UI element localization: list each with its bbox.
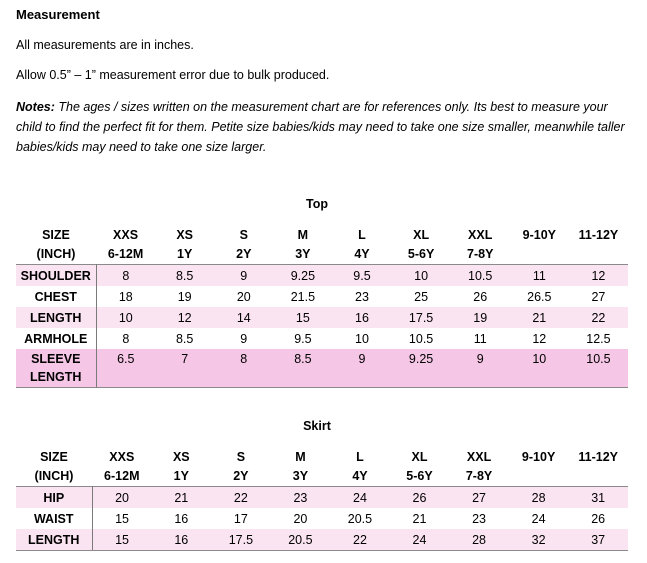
age-header: 1Y: [173, 469, 189, 483]
top-table-title: Top: [306, 197, 328, 211]
size-header: 9-10Y: [521, 450, 556, 464]
row-label: LENGTH: [16, 307, 96, 328]
table-cell: 9.5: [332, 265, 391, 287]
table-cell: 9.25: [273, 265, 332, 287]
page-heading: Measurement: [16, 7, 100, 22]
size-header: XXS: [109, 450, 135, 464]
table-cell: 21.5: [290, 289, 316, 304]
size-header: XXL: [468, 228, 493, 242]
table-cell: 26: [473, 289, 488, 304]
top-measurement-table: [16, 226, 628, 388]
skirt-table-title: Skirt: [303, 419, 331, 433]
table-cell: 19: [451, 307, 510, 328]
table-cell: 8: [96, 265, 155, 287]
table-cell: 10: [355, 331, 369, 346]
header-row-sizes: [16, 448, 628, 467]
table-cell: 22: [569, 307, 628, 328]
table-cell: 20.5: [271, 529, 331, 551]
row-label: SHOULDER: [16, 265, 96, 287]
size-header: M: [295, 450, 306, 464]
table-cell: 11: [510, 265, 569, 287]
table-cell: 12: [155, 307, 214, 328]
age-header: 5-6Y: [406, 469, 433, 483]
table-cell: 18: [118, 289, 133, 304]
size-label: SIZE: [40, 450, 68, 464]
table-cell: 20: [293, 511, 308, 526]
table-cell: 10: [510, 349, 569, 388]
age-header: 4Y: [352, 469, 368, 483]
table-cell: 12: [532, 331, 547, 346]
table-row: [16, 349, 628, 388]
table-cell: 15: [273, 307, 332, 328]
table-cell: 9: [451, 349, 510, 388]
table-cell: 21: [412, 511, 427, 526]
size-header: XL: [413, 228, 430, 242]
age-header: [509, 467, 569, 487]
table-cell: 23: [355, 289, 369, 304]
table-cell: 26: [390, 487, 450, 509]
age-header: 1Y: [177, 247, 193, 261]
header-row-ages: [16, 245, 628, 265]
table-cell: 8.5: [175, 331, 194, 346]
table-cell: 25: [414, 289, 429, 304]
table-cell: 9.25: [392, 349, 451, 388]
age-header: [568, 467, 628, 487]
table-cell: 10.5: [451, 265, 510, 287]
size-label: SIZE: [42, 228, 70, 242]
table-cell: 20: [92, 487, 152, 509]
table-cell: 9: [240, 331, 248, 346]
size-header: XXS: [113, 228, 139, 242]
table-cell: 20.5: [347, 511, 373, 526]
table-cell: 14: [214, 307, 273, 328]
table-row: [16, 508, 628, 529]
measurement-error-note: Allow 0.5” – 1” measurement error due to bulk produced.: [16, 68, 330, 82]
table-cell: 26.5: [527, 289, 552, 304]
table-cell: 24: [531, 511, 546, 526]
table-row: [16, 265, 628, 287]
table-cell: 32: [509, 529, 569, 551]
table-cell: 21: [152, 487, 212, 509]
table-cell: 6.5: [96, 349, 155, 388]
table-cell: 10.5: [569, 349, 628, 388]
age-header: 3Y: [292, 469, 309, 483]
size-header: XL: [411, 450, 428, 464]
table-cell: 15: [92, 529, 152, 551]
table-cell: 16: [152, 529, 212, 551]
row-label: ARMHOLE: [16, 328, 96, 349]
age-header: 4Y: [354, 247, 370, 261]
table-row: [16, 328, 628, 349]
size-header: S: [239, 228, 248, 242]
table-cell: 22: [330, 529, 390, 551]
table-cell: 17.5: [392, 307, 451, 328]
table-row: [16, 307, 628, 328]
row-label: CHEST: [16, 286, 96, 307]
table-cell: 26: [591, 511, 606, 526]
size-header: 11-12Y: [578, 228, 619, 242]
age-header: 2Y: [236, 247, 252, 261]
table-cell: 28: [509, 487, 569, 509]
measurement-unit-note: All measurements are in inches.: [16, 38, 194, 52]
table-cell: 24: [330, 487, 390, 509]
table-cell: 27: [449, 487, 509, 509]
age-header: 6-12M: [107, 247, 144, 261]
inch-label: (INCH): [34, 469, 74, 483]
age-header: [569, 245, 628, 265]
table-cell: 9: [214, 265, 273, 287]
age-header: [510, 245, 569, 265]
table-cell: 9.5: [294, 331, 312, 346]
age-header: 5-6Y: [407, 247, 435, 261]
table-cell: 12.5: [586, 331, 611, 346]
age-header: 3Y: [295, 247, 311, 261]
table-cell: 31: [568, 487, 628, 509]
row-label-line1: SLEEVE: [31, 352, 81, 366]
size-header: L: [358, 228, 366, 242]
row-label: HIP: [16, 487, 92, 509]
table-cell: 17.5: [211, 529, 271, 551]
table-cell: 11: [473, 331, 487, 346]
table-cell: 23: [472, 511, 486, 526]
size-header: L: [356, 450, 364, 464]
table-cell: 28: [449, 529, 509, 551]
table-cell: 16: [332, 307, 391, 328]
row-label: WAIST: [16, 508, 92, 529]
table-cell: 8.5: [273, 349, 332, 388]
table-row: [16, 487, 628, 509]
size-header: 11-12Y: [578, 450, 618, 464]
table-cell: 17: [233, 511, 248, 526]
table-cell: 37: [568, 529, 628, 551]
table-cell: 24: [390, 529, 450, 551]
age-header: 7-8Y: [465, 469, 493, 483]
table-cell: 22: [211, 487, 271, 509]
size-header: S: [236, 450, 246, 464]
size-header: 9-10Y: [522, 228, 556, 242]
size-header: XXL: [466, 450, 492, 464]
table-cell: 12: [569, 265, 628, 287]
table-cell: 8: [122, 331, 130, 346]
row-label: LENGTH: [16, 529, 92, 551]
table-row: [16, 529, 628, 551]
size-header: M: [297, 228, 309, 242]
table-cell: 10: [392, 265, 451, 287]
table-cell: 9: [332, 349, 391, 388]
header-row-ages: [16, 467, 628, 487]
table-cell: 21: [510, 307, 569, 328]
row-label: [16, 349, 96, 388]
table-cell: 8: [214, 349, 273, 388]
age-header: 6-12M: [104, 469, 140, 483]
age-header: 7-8Y: [467, 247, 494, 261]
skirt-measurement-table: [16, 448, 628, 551]
age-header: 2Y: [233, 469, 249, 483]
table-cell: 7: [155, 349, 214, 388]
table-cell: 8.5: [155, 265, 214, 287]
notes-text: The ages / sizes written on the measurement chart are for references only. Its best to measure your child to find the perfect fit for them. Petite size babies/kids may need to take one size smaller, meanwhile taller babies/kids may need to take one size larger.: [16, 100, 625, 154]
table-cell: 23: [271, 487, 331, 509]
inch-label: (INCH): [36, 247, 76, 261]
header-row-sizes: [16, 226, 628, 245]
row-label-line2: LENGTH: [30, 370, 82, 384]
table-row: [16, 286, 628, 307]
size-header: XS: [172, 450, 190, 464]
table-cell: 15: [115, 511, 129, 526]
size-header: XS: [176, 228, 193, 242]
table-cell: 19: [177, 289, 192, 304]
table-cell: 27: [591, 289, 606, 304]
table-cell: 16: [174, 511, 189, 526]
table-cell: 20: [236, 289, 251, 304]
notes-paragraph: [16, 97, 636, 157]
table-cell: 10: [96, 307, 155, 328]
table-cell: 10.5: [408, 331, 434, 346]
notes-label: Notes:: [16, 100, 55, 114]
